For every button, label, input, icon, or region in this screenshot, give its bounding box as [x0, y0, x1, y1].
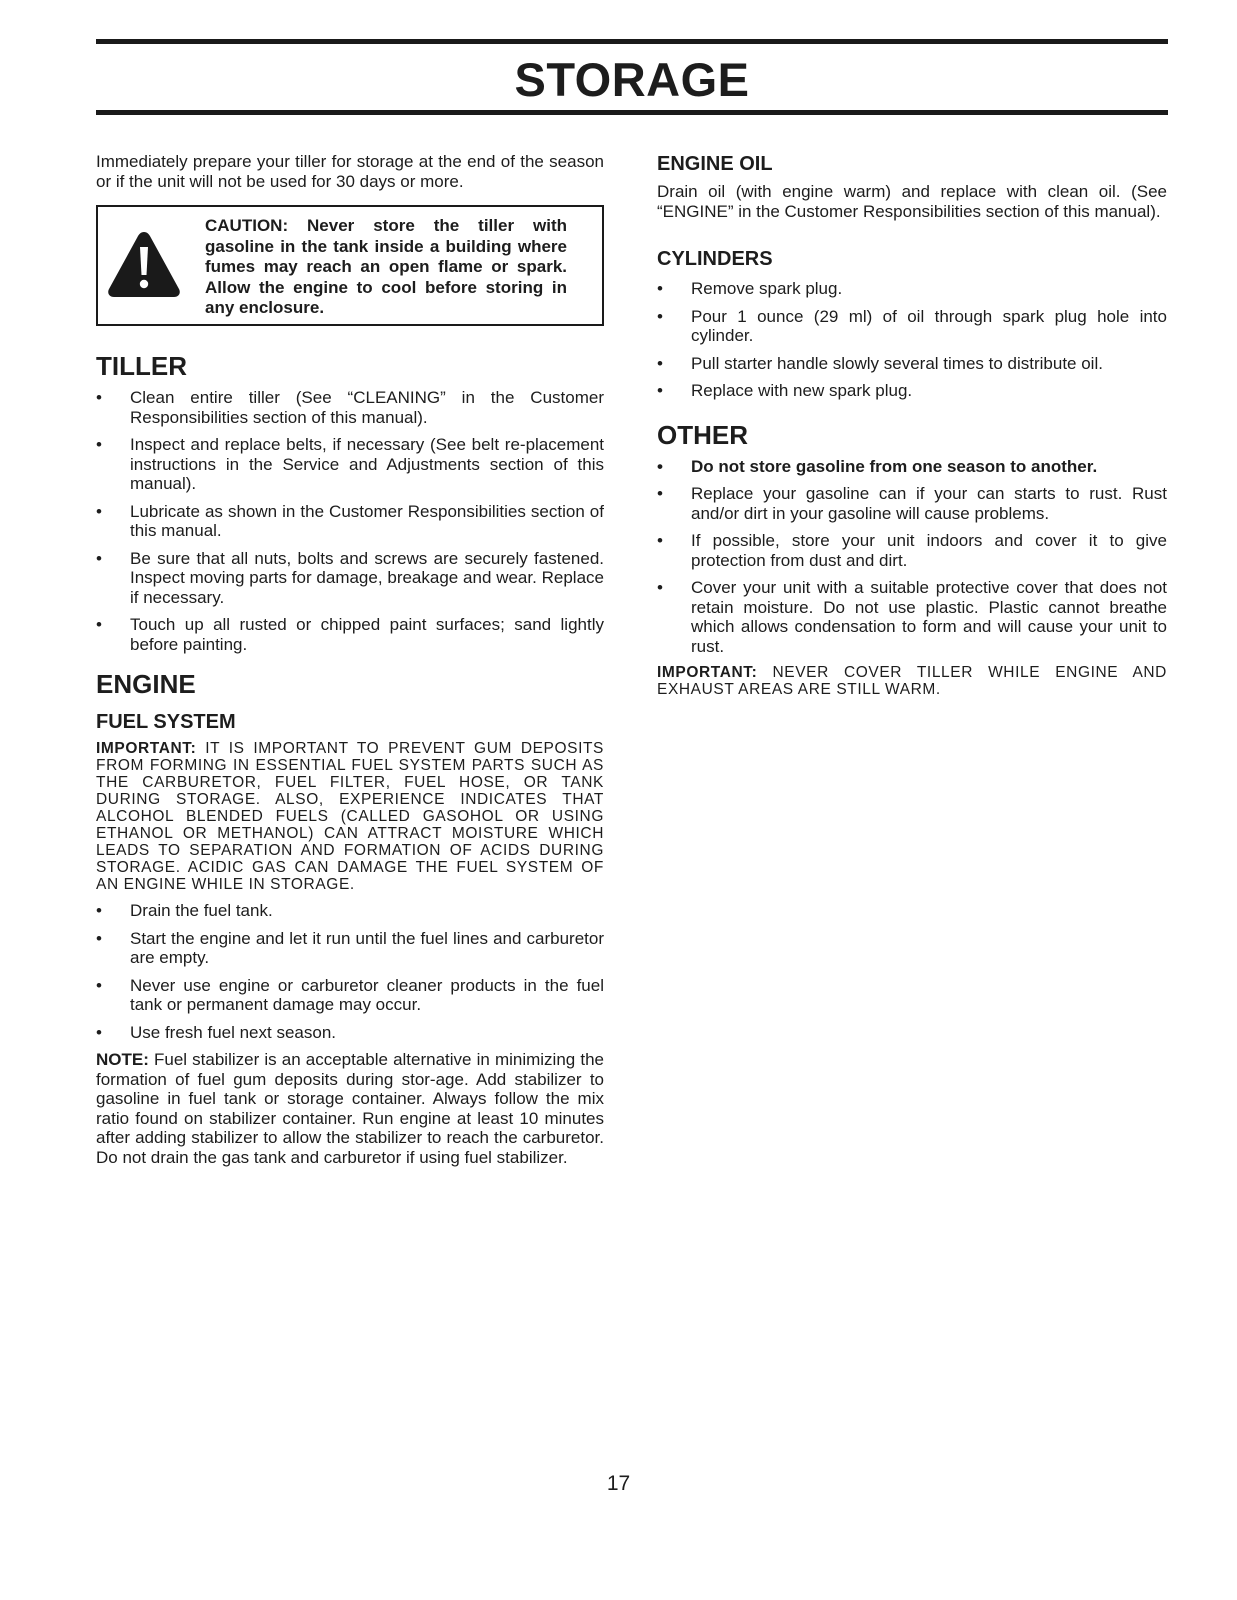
list-item: • Clean entire tiller (See “CLEANING” in the Customer Responsibilities section of this manual).	[96, 388, 604, 427]
list-item: • Lubricate as shown in the Customer Responsibilities section of this manual.	[96, 502, 604, 541]
list-item: • Cover your unit with a suitable protective cover that does not retain moisture. Do not use plastic. Plastic cannot breathe which allows condensation to form and will cause your unit to rust.	[657, 578, 1167, 656]
important-text: NEVER COVER TILLER WHILE ENGINE AND EXHAUST AREAS ARE STILL WARM.	[657, 664, 1167, 698]
list-item: • Inspect and replace belts, if necessary (See belt re-placement instructions in the Service and Adjustments section of this manual).	[96, 435, 604, 494]
fuel-system-heading: FUEL SYSTEM	[96, 711, 236, 733]
caution-box	[96, 205, 604, 326]
intro-text: Immediately prepare your tiller for storage at the end of the season or if the unit will not be used for 30 days or more.	[96, 152, 604, 191]
tiller-list	[96, 388, 604, 654]
fuel-system-list	[96, 901, 604, 1042]
note-label: NOTE:	[96, 1050, 149, 1069]
important-label: IMPORTANT:	[657, 664, 758, 681]
left-column	[96, 152, 604, 1167]
engine-heading: ENGINE	[96, 669, 196, 699]
bottom-rule	[96, 110, 1168, 115]
cylinders-list	[657, 279, 1167, 401]
list-item: • Be sure that all nuts, bolts and screws are securely fastened. Inspect moving parts for damage, breakage and wear. Replace if necessary.	[96, 549, 604, 608]
important-label: IMPORTANT:	[96, 740, 197, 757]
engine-oil-text: Drain oil (with engine warm) and replace with clean oil. (See “ENGINE” in the Customer Responsibilities section of this manual).	[657, 182, 1167, 221]
list-item: • Replace with new spark plug.	[657, 381, 1167, 401]
list-item: • Replace your gasoline can if your can starts to rust. Rust and/or dirt in your gasoline will cause problems.	[657, 484, 1167, 523]
page-title: STORAGE	[514, 53, 750, 106]
list-item: • Start the engine and let it run until the fuel lines and carburetor are empty.	[96, 929, 604, 968]
fuel-important-paragraph	[96, 740, 604, 893]
caution-text: CAUTION: Never store the tiller with gasoline in the tank inside a building where fumes may reach an open flame or spark. Allow the engine to cool before storing in any enclosure.	[205, 216, 567, 317]
list-item: • Drain the fuel tank.	[96, 901, 604, 921]
list-item: • Touch up all rusted or chipped paint surfaces; sand lightly before painting.	[96, 615, 604, 654]
fuel-note-paragraph	[96, 1050, 604, 1167]
list-item: • If possible, store your unit indoors and cover it to give protection from dust and dirt.	[657, 531, 1167, 570]
right-column	[657, 152, 1167, 698]
page-number: 17	[606, 1472, 631, 1495]
list-item: • Do not store gasoline from one season to another.	[657, 457, 1167, 477]
warning-triangle-icon	[106, 229, 182, 299]
other-heading: OTHER	[657, 419, 748, 450]
list-item: • Use fresh fuel next season.	[96, 1023, 604, 1043]
list-item: • Pour 1 ounce (29 ml) of oil through spark plug hole into cylinder.	[657, 307, 1167, 346]
other-list	[657, 457, 1167, 657]
important-text: IT IS IMPORTANT TO PREVENT GUM DEPOSITS FROM FORMING IN ESSENTIAL FUEL SYSTEM PARTS SUCH AS THE CARBURETOR, FUEL FILTER, FUEL HOSE, OR TANK DURING STORAGE. ALSO, EXPERIENCE INDICATES THAT ALCOHOL BLENDED FUELS (CALLED GASOHOL OR USING ETHANOL OR METHANOL) CAN ATTRACT MOISTURE WHICH LEADS TO SEPARATION AND FORMATION OF ACIDS DURING STORAGE. ACIDIC GAS CAN DAMAGE THE FUEL SYSTEM OF AN ENGINE WHILE IN STORAGE.	[96, 740, 604, 893]
engine-oil-heading: ENGINE OIL	[657, 153, 773, 175]
note-text: Fuel stabilizer is an acceptable alternative in minimizing the formation of fuel gum deposits during stor-age. Add stabilizer to gasoline in fuel tank or storage container. Always follow the mix ratio found on stabilizer container. Run engine at least 10 minutes after adding stabilizer to allow the stabilizer to reach the carburetor. Do not drain the gas tank and carburetor if using fuel stabilizer.	[96, 1050, 604, 1167]
top-rule	[96, 39, 1168, 44]
tiller-heading: TILLER	[96, 351, 187, 381]
list-item: • Never use engine or carburetor cleaner products in the fuel tank or permanent damage may occur.	[96, 976, 604, 1015]
cylinders-heading: CYLINDERS	[657, 248, 773, 270]
other-important-paragraph	[657, 664, 1167, 698]
list-item: • Pull starter handle slowly several times to distribute oil.	[657, 354, 1167, 374]
list-item: • Remove spark plug.	[657, 279, 1167, 299]
